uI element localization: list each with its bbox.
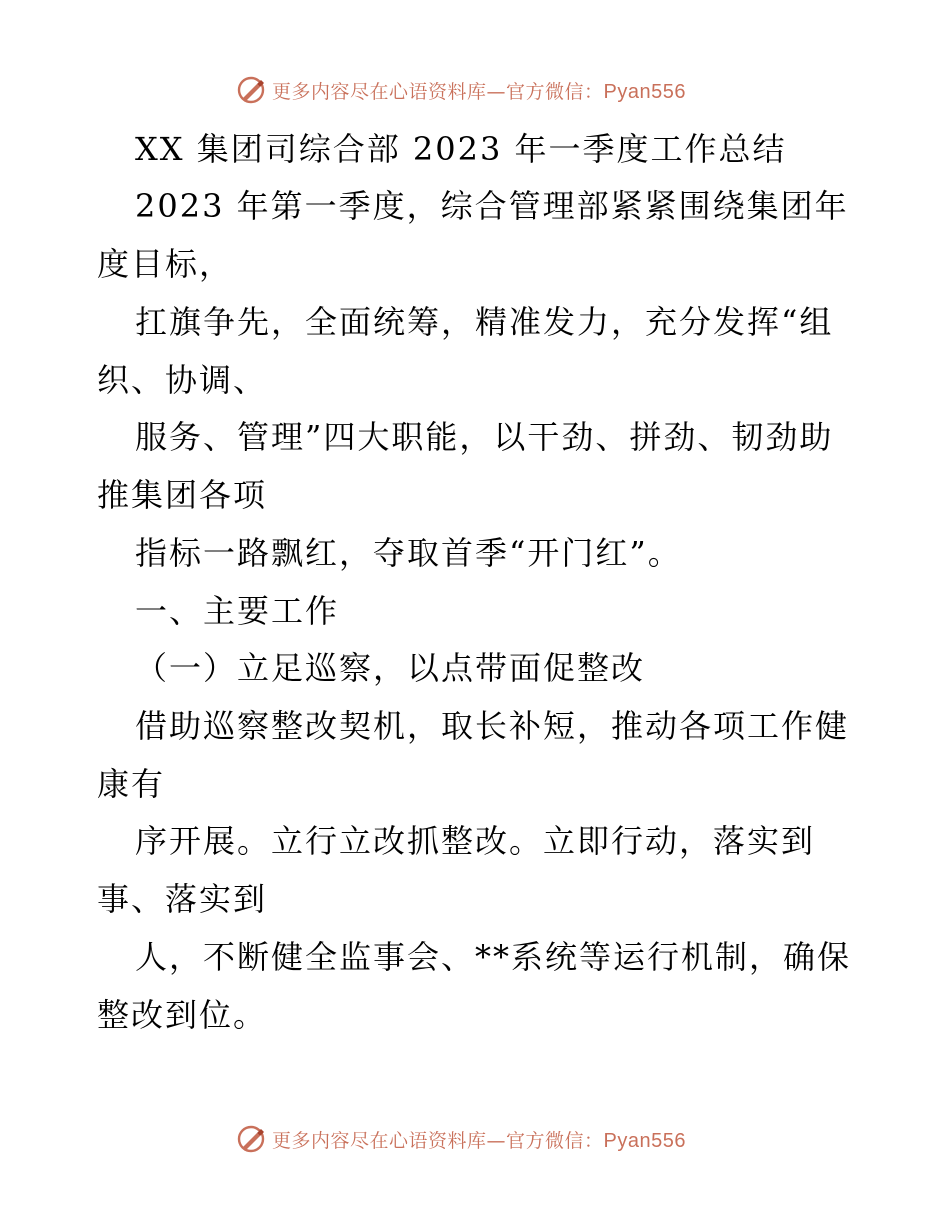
header-watermark [236,73,686,107]
header-watermark-text: 更多内容尽在心语资料库—官方微信：Pyan556 [272,80,686,103]
pen-logo-icon [236,1124,266,1154]
pen-logo-icon [236,75,266,105]
paragraph-line: 推集团各项 [97,476,268,514]
subsection-heading: （一）立足巡察，以点带面促整改 [135,649,646,687]
paragraph-line: 事、落实到 [97,880,268,918]
footer-watermark-text: 更多内容尽在心语资料库—官方微信：Pyan556 [272,1129,686,1152]
paragraph-line: 2023 年第一季度，综合管理部紧紧围绕集团年 [135,187,849,225]
paragraph-line: 度目标， [97,245,234,283]
paragraph-line: 织、协调、 [97,361,268,399]
paragraph-line: 序开展。立行立改抓整改。立即行动，落实到 [135,822,816,860]
paragraph-line: 人，不断健全监事会、**系统等运行机制，确保 [135,938,852,976]
paragraph-line: 康有 [97,765,166,803]
paragraph-line: 服务、管理”四大职能，以干劲、拼劲、韧劲助 [135,418,834,456]
document-title: XX 集团司综合部 2023 年一季度工作总结 [135,130,787,168]
paragraph-line: 指标一路飘红，夺取首季“开门红”。 [135,534,682,572]
paragraph-line: 借助巡察整改契机，取长补短，推动各项工作健 [135,707,850,745]
section-heading: 一、主要工作 [135,592,340,630]
footer-watermark [236,1122,686,1156]
paragraph-line: 整改到位。 [97,996,268,1034]
paragraph-line: 扛旗争先，全面统筹，精准发力，充分发挥“组 [135,303,834,341]
